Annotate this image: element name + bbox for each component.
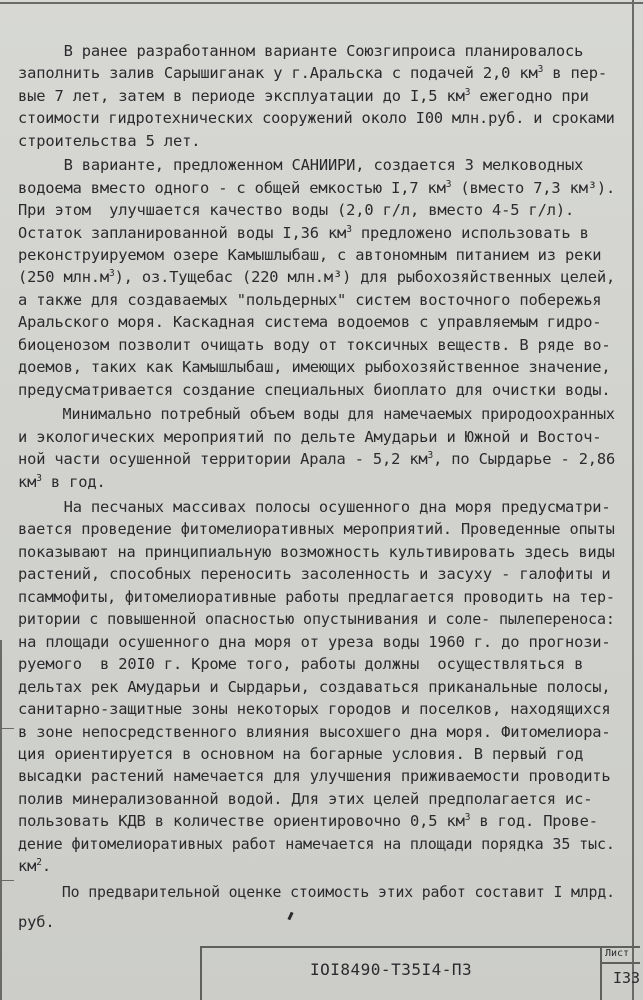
text-run: в зоне непосредственного влияния высохшего дна моря. Фитомелиора- [18,723,611,741]
text-run: санитарно-защитные зоны некоторых городов и поселков, находящихся [18,700,611,718]
text-run: ция ориентируется в основном на богарные условия. В первый год [18,745,584,763]
text-line [18,338,611,353]
text-run: В варианте, предложенном САНИИРИ, создается 3 мелководных [18,156,584,174]
text-run: дение фитомелиоративных работ намечается на площади порядка 35 тыс. [18,835,615,853]
text-run: В ранее разработанном варианте Союзгипроиса планировалось [18,42,584,60]
text-run: ной части осушенной территории Арала - 5,2 км [18,450,428,468]
text-line [18,89,589,104]
text-run: ), оз.Тущебас (220 млн.м³) для рыбохозяйственных целей, [114,268,616,286]
unit-exponent: 3 [427,450,434,461]
text-line [18,725,611,740]
text-run: строительства 5 лет. [18,132,201,150]
text-line [18,545,615,560]
unit-exponent: 2 [36,857,42,868]
text-line [18,859,51,874]
unit-exponent: 3 [346,224,352,235]
text-line [18,500,611,515]
text-line [18,226,589,241]
text-run: доемов, таких как Камышлыбаш, имеющих рыбохозяйственное значение, [18,358,611,376]
text-run: руемого в 20I0 г. Кроме того, работы должны осуществляться в [18,655,584,673]
text-line [18,567,611,582]
text-line [18,837,615,852]
text-line [18,452,615,467]
text-line [18,134,200,149]
unit-exponent: 3 [464,812,471,823]
sheet-number: I33 [613,969,641,987]
text-run: (вместо 7,3 км³). [451,179,616,197]
text-run: предусматривается создание специальных биоплато для очистки воды. [18,381,611,399]
text-run: растений, способных переносить засоленность и засуху - галофиты и [18,565,611,583]
text-run: полив минерализованной водой. Для этих целей предполагается ис- [18,790,593,808]
text-run: км [18,473,37,491]
text-line [18,475,106,490]
text-run: ритории с повышенной опасностью опустынивания и соле- пылепереноса: [18,610,615,628]
text-run: Аральского моря. Каскадная система водоемов с управляемым гидро- [18,313,602,331]
text-run: вые 7 лет, затем в периоде эксплуатации до I,5 км [18,87,465,105]
text-run: стоимости гидротехнических сооружений около I00 млн.руб. и сроками [18,109,615,127]
text-line [18,792,592,807]
unit-exponent: 3 [109,268,115,279]
title-block-top-line [200,946,640,948]
text-run: на площади осушенного дна моря от уреза воды 1960 г. до прогнози- [18,633,611,651]
text-run: высадки растений намечается для улучшения приживаемости проводить [18,767,611,785]
text-line [18,657,583,672]
text-run: в год. [41,473,106,491]
text-run: Остаток запланированной воды I,36 км [18,224,347,242]
unit-exponent: 3 [36,473,42,484]
text-line [18,885,615,900]
text-run: биоценозом позволит очищать воду от токсичных веществ. В ряде во- [18,336,611,354]
frame-right-line [632,0,634,1000]
unit-exponent: 3 [445,179,452,190]
text-run: , по Сырдарье - 2,86 [433,450,616,468]
text-run: ежегодно при [470,87,589,105]
text-line [18,680,611,695]
text-run: км [18,857,37,875]
margin-tick [0,728,14,729]
text-line [18,181,615,196]
text-line [18,747,583,762]
sheet-label: Лист [605,948,630,959]
title-block-divider [600,946,602,1000]
text-run: Минимально потребный объем воды для намечаемых природоохранных [18,405,615,423]
text-run: руб. [18,913,55,931]
unit-exponent: 3 [537,64,544,75]
text-line [18,203,574,218]
text-run: По предварительной оценке стоимость этих работ составит I млрд. [18,883,615,901]
title-block [200,946,640,1000]
frame-top-line [0,2,643,4]
text-run: в пер- [543,64,607,82]
text-line [18,383,611,398]
title-block-left-line [200,946,202,1000]
text-run: реконструируемом озере Камышлыбаш, с автономным питанием из реки [18,246,602,264]
text-line [18,293,601,308]
text-line [18,315,601,330]
text-run: водоема вместо одного - с общей емкостью I,7 км [18,179,446,197]
ink-mark [287,912,293,921]
text-line [18,248,601,263]
text-run: показывают на принципиальную возможность культивировать здесь виды [18,543,615,561]
unit-exponent: 3 [464,87,471,98]
text-run: псаммофиты, фитомелиоративные работы предлагается проводить на тер- [18,588,615,606]
text-line [18,44,583,59]
text-line [18,158,583,173]
text-run: На песчаных массивах полосы осушенного дна моря предусматри- [18,498,611,516]
text-line [18,635,611,650]
text-line [18,360,611,375]
text-run: пользовать КДВ в количестве ориентировочно 0,5 км [18,812,465,830]
text-line [18,407,615,422]
document-code: IOI8490-Т35I4-ПЗ [310,960,473,979]
text-line [18,814,598,829]
text-line [18,702,611,717]
text-run: а также для создаваемых "польдерных" систем восточного побережья [18,291,602,309]
text-line [18,66,607,81]
text-run: (250 млн.м [18,268,110,286]
text-line [18,522,615,537]
text-line [18,111,615,126]
text-line [18,430,601,445]
text-line [18,612,615,627]
text-run: предложено использовать в [351,224,589,242]
text-run: . [41,857,51,875]
text-line [18,915,54,930]
text-run: заполнить залив Сарышиганак у г.Аральска с подачей 2,0 км [18,64,538,82]
text-run: При этом улучшается качество воды (2,0 г/л, вместо 4-5 г/л). [18,201,575,219]
text-run: вается проведение фитомелиоративных мероприятий. Проведенные опыты [18,520,615,538]
text-line [18,270,615,285]
title-block-cell-line [600,962,640,964]
text-run: в год. Прове- [470,812,598,830]
text-run: дельтах рек Амударьи и Сырдарьи, создаваться приканальные полосы, [18,678,611,696]
text-run: и экологических мероприятий по дельте Амударьи и Южной и Восточ- [18,428,602,446]
margin-tick [0,880,14,881]
text-line [18,769,611,784]
frame-left-margin-line [0,640,2,1000]
text-line [18,590,615,605]
